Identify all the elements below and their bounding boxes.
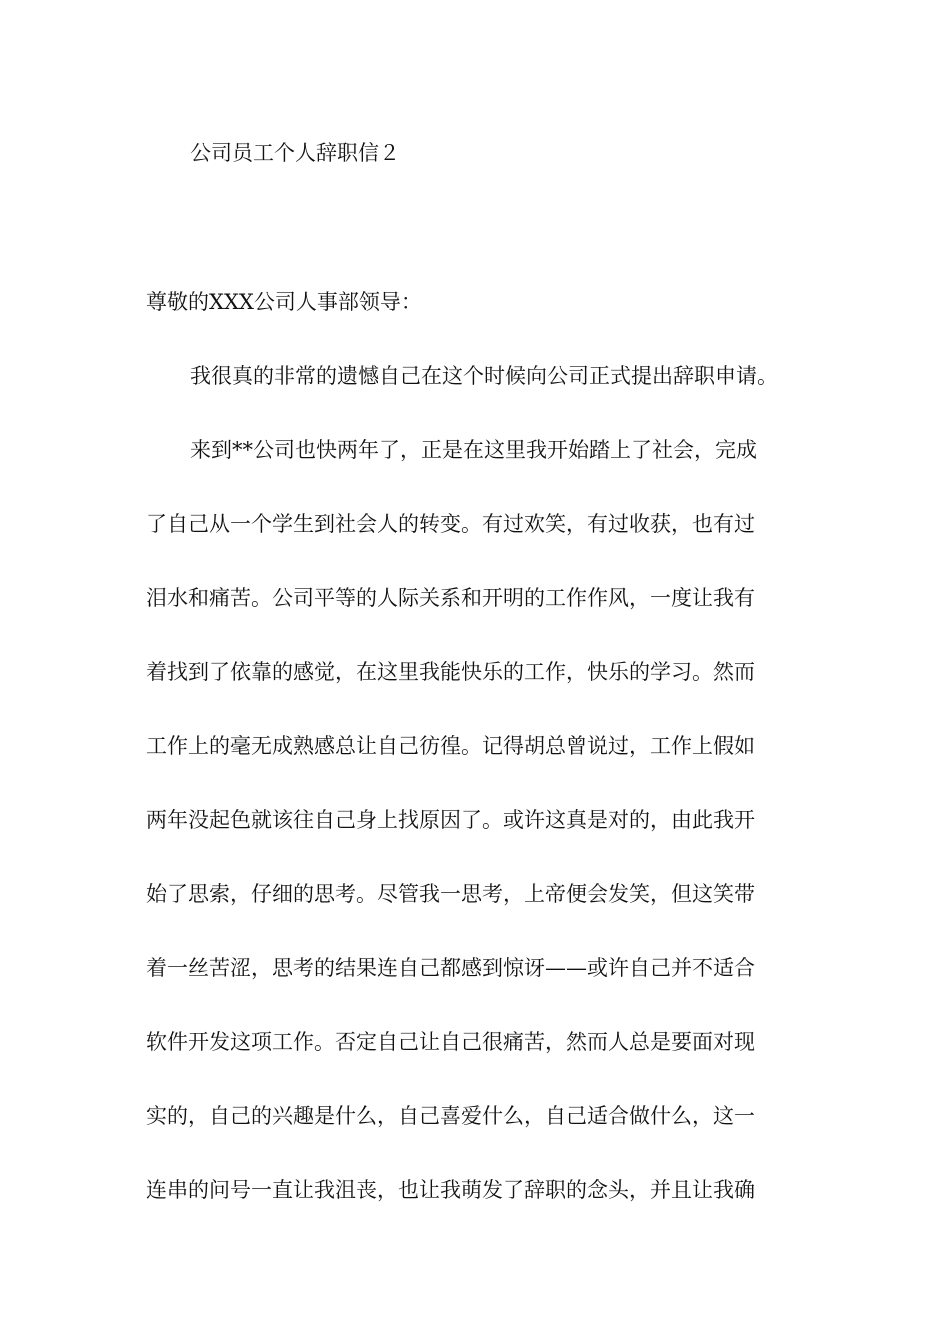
paragraph-line: 软件开发这项工作。否定自己让自己很痛苦，然而人总是要面对现 (146, 1030, 755, 1054)
paragraph-line: 泪水和痛苦。公司平等的人际关系和开明的工作作风，一度让我有 (146, 586, 755, 610)
paragraph-line: 工作上的毫无成熟感总让自己彷徨。记得胡总曾说过，工作上假如 (146, 734, 755, 758)
paragraph-line: 始了思索，仔细的思考。尽管我一思考，上帝便会发笑，但这笑带 (146, 882, 755, 906)
salutation: 尊敬的XXX公司人事部领导： (146, 290, 422, 314)
paragraph-line: 了自己从一个学生到社会人的转变。有过欢笑，有过收获，也有过 (146, 512, 755, 536)
paragraph-line: 我很真的非常的遗憾自己在这个时候向公司正式提出辞职申请。 (190, 364, 778, 388)
paragraph-line: 两年没起色就该往自己身上找原因了。或许这真是对的，由此我开 (146, 808, 755, 832)
paragraph-line: 着找到了依靠的感觉，在这里我能快乐的工作，快乐的学习。然而 (146, 660, 755, 684)
paragraph-line: 来到**公司也快两年了，正是在这里我开始踏上了社会，完成 (190, 438, 757, 462)
paragraph-line: 连串的问号一直让我沮丧，也让我萌发了辞职的念头，并且让我确 (146, 1178, 755, 1202)
paragraph-line: 实的，自己的兴趣是什么，自己喜爱什么，自己适合做什么，这一 (146, 1104, 755, 1128)
paragraph-line: 着一丝苦涩，思考的结果连自己都感到惊讶——或许自己并不适合 (146, 956, 755, 980)
document-title: 公司员工个人辞职信２ (190, 141, 400, 165)
